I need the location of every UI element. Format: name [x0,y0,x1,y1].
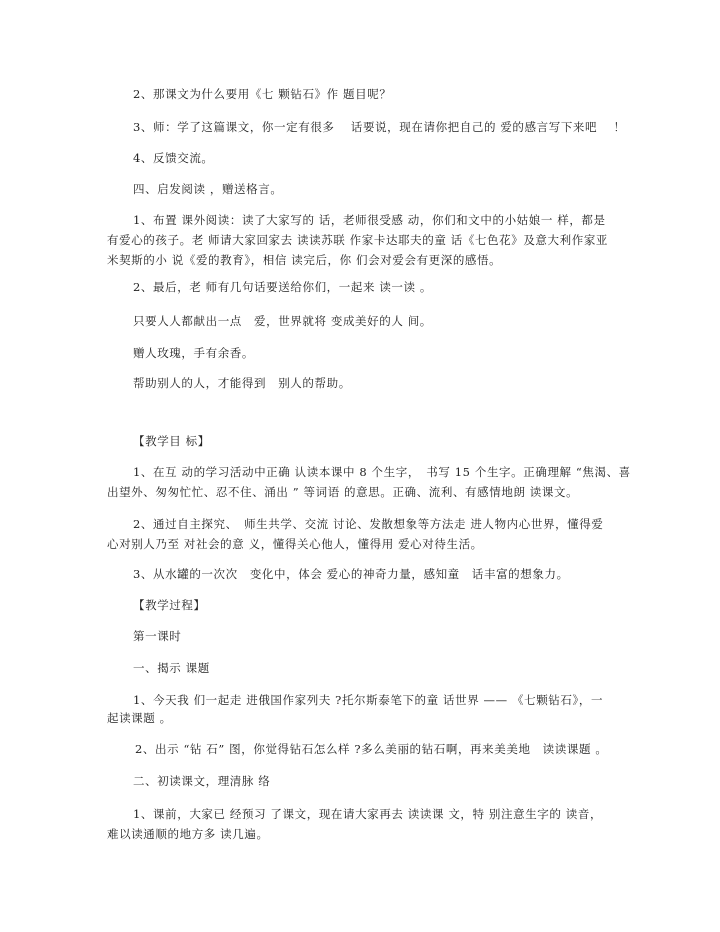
text-line: 2、出示 “钻 石” 图，你觉得钻石怎么样 ?多么美丽的钻石啊，再来美美地 读读课题 。 [135,742,608,756]
text-line: 1、课前，大家已 经预习 了课文，现在请大家再去 读读课 文，特 别注意生字的 读音， [133,807,603,821]
text-line: 4、反馈交流。 [133,151,214,165]
text-line: 2、通过自主探究、 师生共学、交流 讨论、发散想象等方法走 进人物内心世界，懂得爱 [133,517,604,531]
text-line: 3、从水罐的一次次 变化中，体会 爱心的神奇力量，感知童 话丰富的想象力。 [133,567,569,581]
text-line: 【教学目 标】 [133,434,210,448]
text-line: 帮助别人的人，才能得到 别人的帮助。 [133,376,351,390]
text-line: 第一课时 [133,629,182,643]
text-line: 只要人人都献出一点 爱，世界就将 变成美好的人 间。 [133,314,432,328]
text-line: 2、最后，老 师有几句话要送给你们，一起来 读一读 。 [133,280,432,294]
text-line: 米契斯的小 说《爱的教育》，相信 读完后，你 们会对爱会有更深的感悟。 [107,253,502,267]
text-line: 心对别人乃至 对社会的意 义，懂得关心他人，懂得用 爱心对待生活。 [107,537,483,551]
text-line: 有爱心的孩子。老 师请大家回家去 读读苏联 作家卡达耶夫的童 话《七色花》及意大利作家亚 [107,233,609,247]
text-line: 四、启发阅读 ，赠送格言。 [133,182,283,196]
text-line: 难以读通顺的地方多 读几遍。 [107,827,269,841]
text-line: 起读课题 。 [107,711,172,725]
text-line: 赠人玫瑰，手有余香。 [133,346,254,360]
text-line: 2、那课文为什么要用《七 颗钻石》作 题目呢？ [133,87,392,101]
text-line: 1、布置 课外阅读：读了大家写的 话，老师很受感 动，你们和文中的小姑娘一 样，都是 [133,213,606,227]
text-line: 出望外、匆匆忙忙、忍不住、涌出 ” 等词语 的意思。正确、流利、有感情地朗 读课文。 [107,485,579,499]
text-line: 二、初读课文，理清脉 络 [133,774,271,788]
text-line: 一、揭示 课题 [133,661,210,675]
text-line: 1、今天我 们一起走 进俄国作家列夫 ?托尔斯泰笔下的童 话世界 —— 《七颗钻石》，一 [133,693,604,707]
text-line: 3、师：学了这篇课文，你一定有很多 话要说，现在请你把自己的 爱的感言写下来吧 ！ [133,120,626,134]
text-line: 【教学过程】 [133,598,206,612]
text-line: 1、在互 动的学习活动中正确 认读本课中 8 个生字， 书写 15 个生字。正确理解 “焦渴、喜 [133,465,631,479]
